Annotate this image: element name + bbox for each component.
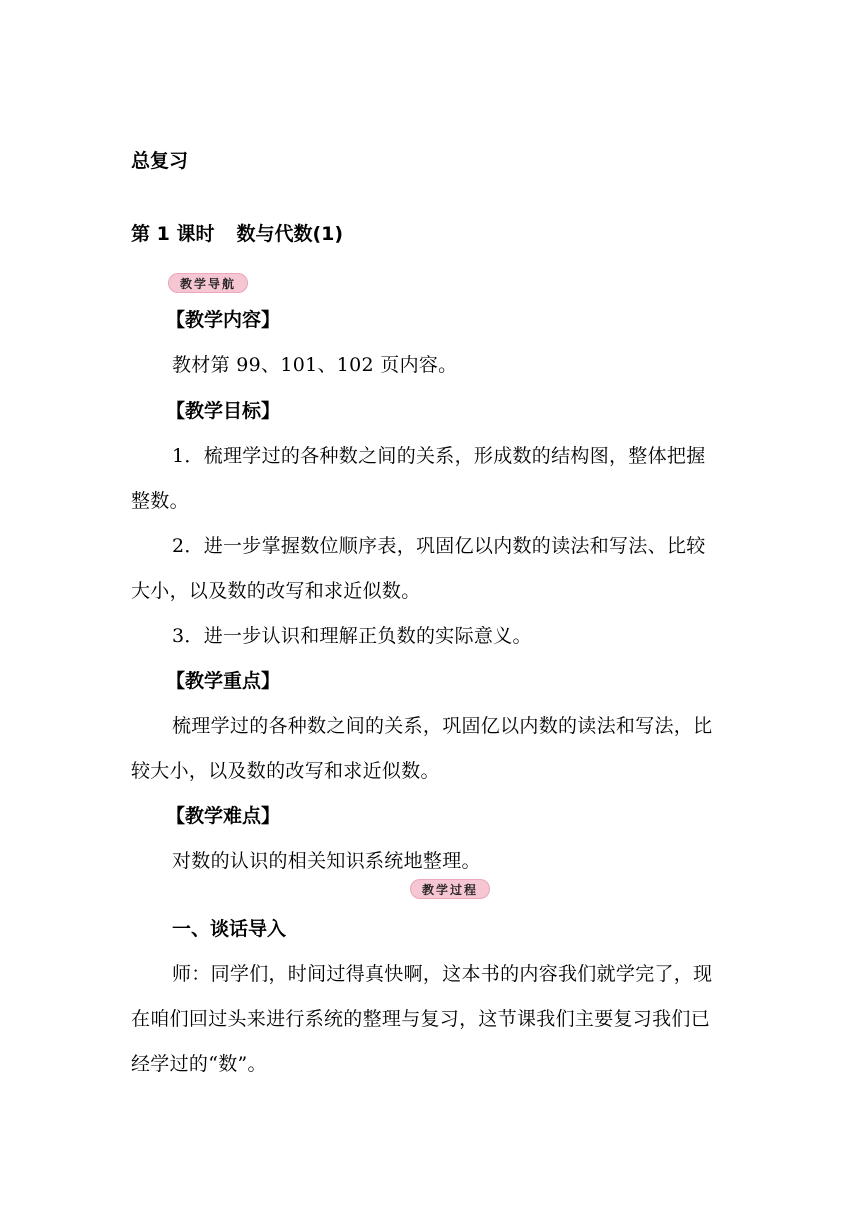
goal-2-line-2: 大小，以及数的改写和求近似数。 xyxy=(131,580,421,602)
content-section-title: 【教学内容】 xyxy=(166,309,281,331)
intro-line-3: 经学过的“数”。 xyxy=(131,1053,267,1075)
teaching-process-badge: 教学过程 xyxy=(410,879,490,899)
teaching-nav-badge: 教学导航 xyxy=(168,273,248,293)
goals-section-title: 【教学目标】 xyxy=(166,400,281,422)
content-text: 教材第 99、101、102 页内容。 xyxy=(172,354,458,376)
intro-line-1: 师：同学们，时间过得真快啊，这本书的内容我们就学完了，现 xyxy=(172,963,713,985)
goal-1-line-2: 整数。 xyxy=(131,490,189,512)
difficulty-section-title: 【教学难点】 xyxy=(166,805,281,827)
lesson-name: 数与代数(1) xyxy=(236,223,344,245)
page-title: 总复习 xyxy=(131,150,189,172)
difficulty-text: 对数的认识的相关知识系统地整理。 xyxy=(172,850,481,872)
lesson-label: 第 1 课时 xyxy=(131,223,215,245)
goal-3: 3．进一步认识和理解正负数的实际意义。 xyxy=(172,625,532,647)
intro-line-2: 在咱们回过头来进行系统的整理与复习，这节课我们主要复习我们已 xyxy=(131,1008,711,1030)
lesson-heading xyxy=(131,219,343,246)
key-line-2: 较大小，以及数的改写和求近似数。 xyxy=(131,760,440,782)
goal-2-line-1: 2．进一步掌握数位顺序表，巩固亿以内数的读法和写法、比较 xyxy=(172,535,706,557)
goal-1-line-1: 1．梳理学过的各种数之间的关系，形成数的结构图，整体把握 xyxy=(172,445,706,467)
intro-section-title: 一、谈话导入 xyxy=(172,918,287,940)
key-section-title: 【教学重点】 xyxy=(166,670,281,692)
key-line-1: 梳理学过的各种数之间的关系，巩固亿以内数的读法和写法，比 xyxy=(172,715,713,737)
